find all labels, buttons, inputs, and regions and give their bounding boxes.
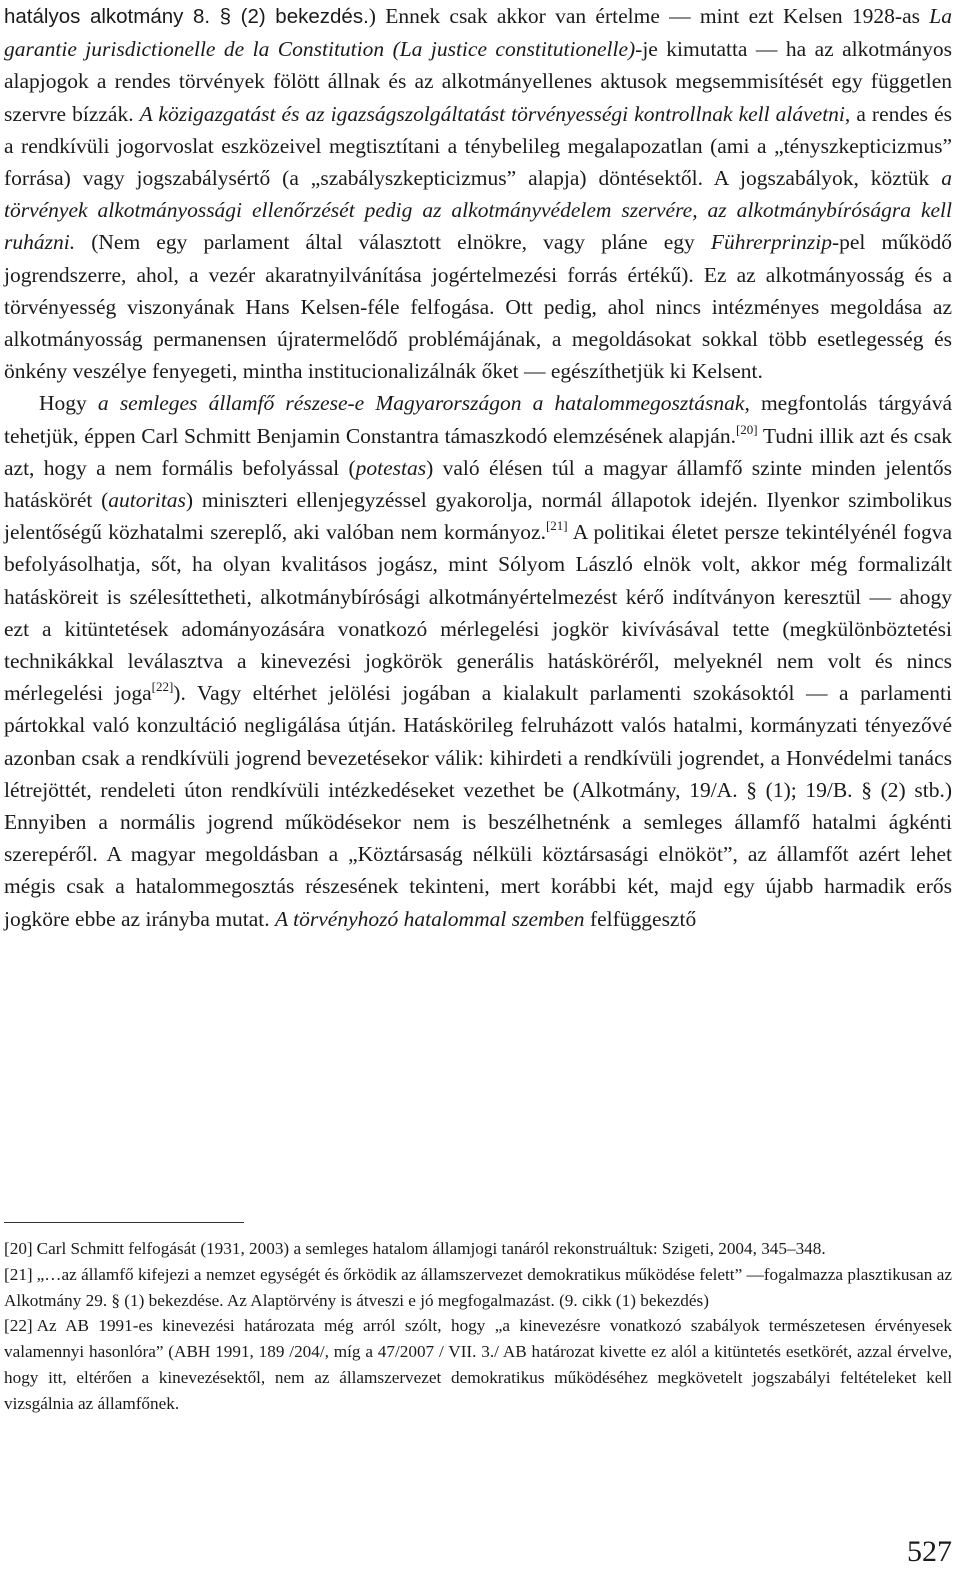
emphasis-text: a semleges államfő részese-e Magyarországon a hatalommegosztásnak [97, 391, 745, 416]
footnotes [4, 1236, 952, 1417]
footnote-mark: [21] [4, 1264, 33, 1284]
footnote-text: Az AB 1991-es kinevezési határozata még arról szólt, hogy „a kinevezésre vonatkozó szabályok természetesen érvényesek valamennyi hasonlóra” (ABH 1991, 189 /204/, míg a 47/2007 / VII. 3./ AB határozat kivette ez alól a kitüntetés esetkörét, azzal érvelve, hogy itt, eltérően a kinevezésektől, nem az államszervezet demokratikus működéséhez megkövetelt jogszabályi feltételeket kell vizsgálnia az államfőnek. [4, 1316, 952, 1413]
paragraph-2-text: ) való élésen túl a magyar államfő szinte minden jelentős hatáskörét ( [4, 455, 952, 513]
paragraph-1-text: , a rendes és a rendkívüli jogorvoslat eszközeivel megtisztítani a ténybelileg megalapozatlan (ami a „tényszkepticizmus” forrása) vagy jogszabálysértő (a „szabályszkepticizmus” alapja) döntésektől. A jogszabályok, köztük [4, 101, 952, 191]
footnote-21 [4, 1262, 952, 1314]
footnote-mark: [20] [4, 1239, 33, 1258]
footnote-20 [4, 1236, 952, 1262]
emphasis-text: A törvényhozó hatalommal szemben [275, 906, 585, 931]
emphasis-text: a törvények alkotmányossági ellenőrzését pedig az alkotmányvédelem szervére, az alkotmánybíróságra kell ruházni. [4, 166, 952, 255]
body-text [4, 0, 952, 935]
emphasis-text: potestas [355, 455, 427, 480]
paragraph-2-text: Hogy [39, 391, 98, 416]
emphasis-text: A közigazgatást és az igazságszolgáltatást törvényességi kontrollnak kell alávetni [139, 101, 845, 126]
footnote-text: Carl Schmitt felfogását (1931, 2003) a semleges hatalom államjogi tanáról rekonstruáltuk: Szigeti, 2004, 345–348. [36, 1239, 826, 1258]
paragraph-2-text: , megfontolás tárgyává tehetjük, éppen Carl Schmitt Benjamin Constantra támaszkodó elemzésének alapján. [4, 391, 953, 448]
footnote-ref-21[interactable]: [21] [545, 518, 568, 534]
paragraph-1-text: -je kimutatta — ha az alkotmányos alapjogok a rendes törvények fölött állnak és az alkotmányellenes aktusok megsemmisítését egy független szervre bízzák. [4, 37, 952, 126]
footnote-mark: [22] [4, 1316, 33, 1336]
paragraph-2-text: ) miniszteri ellenjegyzéssel gyakorolja, normál állapotok idején. Ilyenkor szimbolikus jelentőségű közhatalmi szereplő, aki valóban nem kormányoz. [4, 488, 952, 545]
emphasis-text: Führerprinzip [710, 230, 832, 255]
footnote-ref-20[interactable]: [20] [735, 421, 758, 437]
paragraph-1-text: -pel működő jogrendszerre, ahol, a vezér akaratnyilvánítása jogértelmezési forrás értékű). Ez az alkotmányosság és a törvényesség viszonyának Hans Kelsen-féle felfogása. Ott pedig, ahol nincs intézményes megoldása az alkotmányosság permanensen újratermelődő problémájának, a megoldásokat sokkal több esetlegesség és önkény veszélye fenyegeti, mintha institucionalizálnák őket — egészíthetjük ki Kelsent. [4, 230, 952, 384]
emphasis-text: autoritas [108, 488, 186, 513]
paragraph-2-text: A politikai életet persze tekintélyénél fogva befolyásolhatja, sőt, ha olyan kvalitásos jogász, mint Sólyom László elnök volt, akkor még formalizált hatásköreit is szélesíttetheti, alkotmánybírósági alkotmányértelmezést kérő indítványon keresztül — ahogy ezt a kitüntetések adományozására vonatkozó mérlegelési jogkör kivívásával tette (megkülönböztetési technikákkal leválasztva a kinevezési jogkörök generális hatásköréről, melyeknél nem volt és nincs mérlegelési joga [4, 520, 952, 706]
kelsen-work-title: La garantie jurisdictionelle de la Constitution (La justice constitutionelle) [4, 4, 952, 62]
footnote-separator [4, 1222, 244, 1223]
paragraph-2-text: felfüggesztő [584, 906, 697, 931]
paragraph-1-text: (Nem egy parlament által választott elnökre, vagy pláne egy [75, 230, 711, 255]
footnote-text: „…az államfő kifejezi a nemzet egységét és őrködik az államszervezet demokratikus működése felett” —fogalmazza plasztikusan az Alkotmány 29. § (1) bekezdése. Az Alaptörvény is átveszi e jó megfogalmazást. (9. cikk (1) bekezdés) [4, 1264, 952, 1310]
footnote-22 [4, 1313, 952, 1416]
footnote-ref-22[interactable]: [22] [151, 679, 174, 695]
paragraph-1-head: hatályos alkotmány 8. § (2) bekezdés. [4, 5, 369, 28]
paragraph-2-text: Tudni illik azt és csak azt, hogy a nem formális befolyással ( [4, 423, 952, 480]
page-number: 527 [907, 1535, 952, 1568]
paragraph-1-text: ) Ennek csak akkor van értelme — mint ezt Kelsen 1928-as [368, 4, 930, 28]
paragraph-2-text: ). Vagy eltérhet jelölési jogában a kialakult parlamenti szokásoktól — a parlamenti pártokkal való konzultáció negligálása útján. Hatáskörileg felruházott valós hatalmi, kormányzati tényezővé azonban csak a rendkívüli jogrend bevezetésekor válik: kihirdeti a rendkívüli jogrendet, a Honvédelmi tanács létrejöttét, rendeleti úton rendkívüli intézkedéseket vezethet be (Alkotmány, 19/A. § (1); 19/B. § (2) stb.) Ennyiben a normális jogrend működésekor nem is beszélhetnénk a semleges államfő hatalmi ágkénti szerepéről. A magyar megoldásban a „Köztársaság nélküli köztársasági elnököt”, az államfőt azért lehet mégis csak a hatalommegosztás részesének tekinteni, mert korábbi két, majd egy újabb harmadik erős jogköre ebbe az irányba mutat. [4, 681, 953, 931]
paragraph-1 [4, 0, 952, 387]
paragraph-2 [4, 387, 952, 934]
